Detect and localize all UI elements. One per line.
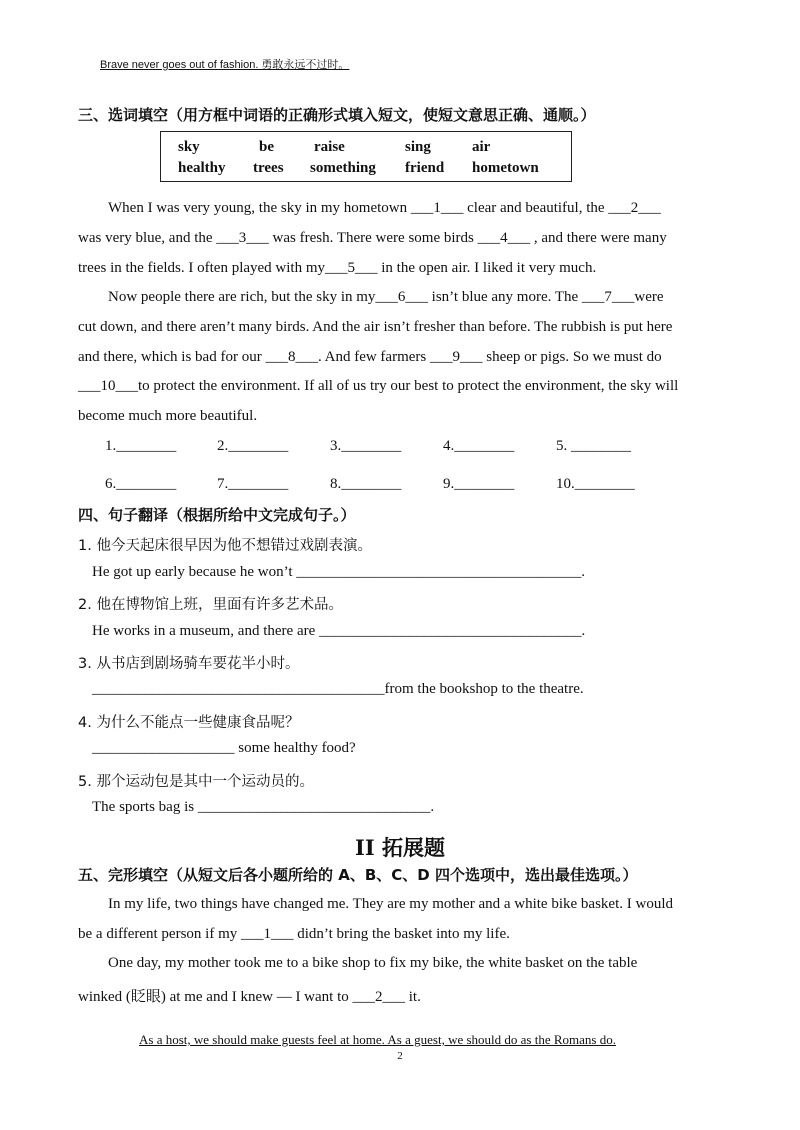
answer-blank-9[interactable]: 9.________: [443, 476, 515, 492]
translation-answer-2[interactable]: He works in a museum, and there are ___________________________________.: [92, 623, 586, 639]
translation-answer-1[interactable]: He got up early because he won’t ______________________________________.: [92, 564, 585, 580]
word-something: something: [310, 160, 376, 176]
cloze-line: One day, my mother took me to a bike shop to fix my bike, the white basket on the table: [108, 955, 638, 971]
translation-prompt-4: 4. 为什么不能点一些健康食品呢？: [78, 715, 300, 731]
translation-prompt-5: 5. 那个运动包是其中一个运动员的。: [78, 774, 314, 790]
passage2-line: Now people there are rich, but the sky in my___6___ isn’t blue any more. The ___7___were: [108, 289, 664, 305]
word-sky: sky: [178, 139, 200, 155]
passage2-line: cut down, and there aren’t many birds. And the air isn’t fresher than before. The rubbish is put here: [78, 319, 673, 335]
answer-blank-6[interactable]: 6.________: [105, 476, 177, 492]
word-raise: raise: [314, 139, 345, 155]
answer-blank-1[interactable]: 1.________: [105, 438, 177, 454]
section5-title: 五、完形填空（从短文后各小题所给的 A、B、C、D 四个选项中，选出最佳选项。）: [78, 866, 638, 884]
passage1-line: trees in the fields. I often played with my___5___ in the open air. I liked it very much.: [78, 260, 597, 276]
translation-prompt-3: 3. 从书店到剧场骑车要花半小时。: [78, 656, 300, 672]
answer-blank-3[interactable]: 3.________: [330, 438, 402, 454]
answer-blank-2[interactable]: 2.________: [217, 438, 289, 454]
word-sing: sing: [405, 139, 431, 155]
translation-prompt-2: 2. 他在博物馆上班，里面有许多艺术品。: [78, 597, 343, 613]
translation-prompt-1: 1. 他今天起床很早因为他不想错过戏剧表演。: [78, 538, 372, 554]
answer-blank-4[interactable]: 4.________: [443, 438, 515, 454]
passage1-line: When I was very young, the sky in my hometown ___1___ clear and beautiful, the ___2___: [108, 200, 661, 216]
passage2-line: become much more beautiful.: [78, 408, 258, 424]
translation-answer-4[interactable]: ___________________ some healthy food?: [92, 740, 356, 756]
word-be: be: [259, 139, 274, 155]
word-trees: trees: [253, 160, 284, 176]
answer-blank-10[interactable]: 10.________: [556, 476, 635, 492]
passage2-line: ___10___to protect the environment. If all of us try our best to protect the environment, the sky will: [78, 378, 679, 394]
translation-answer-5[interactable]: The sports bag is _______________________________.: [92, 799, 435, 815]
word-healthy: healthy: [178, 160, 226, 176]
passage1-line: was very blue, and the ___3___ was fresh. There were some birds ___4___ , and there were many: [78, 230, 667, 246]
translation-answer-3[interactable]: _______________________________________from the bookshop to the theatre.: [92, 681, 584, 697]
cloze-line: be a different person if my ___1___ didn’t bring the basket into my life.: [78, 926, 510, 942]
section3-title: 三、选词填空（用方框中词语的正确形式填入短文，使短文意思正确、通顺。）: [78, 106, 596, 124]
word-hometown: hometown: [472, 160, 539, 176]
cloze-line: winked (眨眼) at me and I knew — I want to ___2___ it.: [78, 989, 421, 1005]
passage2-line: and there, which is bad for our ___8___. And few farmers ___9___ sheep or pigs. So we must do: [78, 349, 662, 365]
answer-blank-8[interactable]: 8.________: [330, 476, 402, 492]
word-friend: friend: [405, 160, 445, 176]
word-air: air: [472, 139, 491, 155]
section4-title: 四、句子翻译（根据所给中文完成句子。）: [78, 506, 356, 524]
page-number: 2: [397, 1050, 403, 1062]
footer-motto: As a host, we should make guests feel at home. As a guest, we should do as the Romans do.: [139, 1032, 616, 1047]
header-motto: Brave never goes out of fashion. 勇敢永远不过时。: [100, 59, 350, 71]
part2-title: II 拓展题: [355, 835, 445, 860]
answer-blank-7[interactable]: 7.________: [217, 476, 289, 492]
answer-blank-5[interactable]: 5. ________: [556, 438, 631, 454]
word-box: [160, 131, 572, 182]
cloze-line: In my life, two things have changed me. They are my mother and a white bike basket. I would: [108, 896, 673, 912]
